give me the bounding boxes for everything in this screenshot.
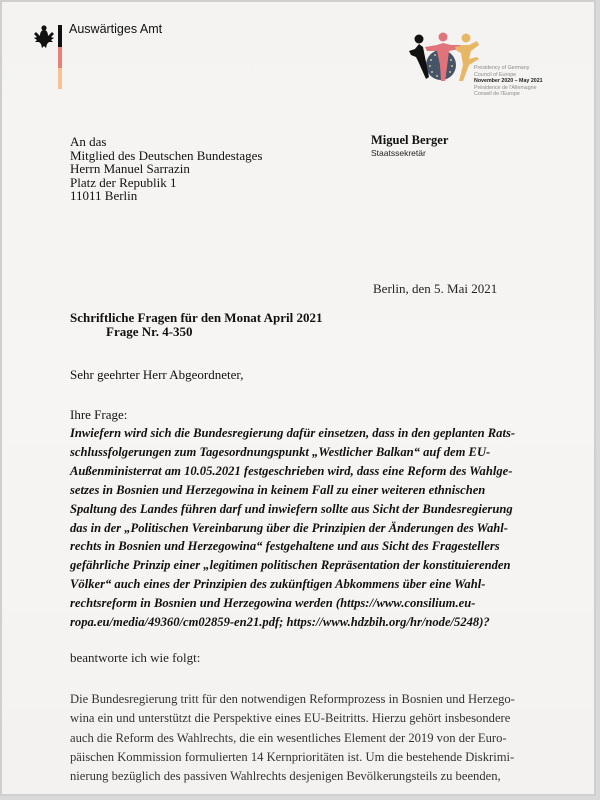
presidency-line: Conseil de l'Europe bbox=[474, 91, 520, 97]
question-label: Ihre Frage: bbox=[70, 407, 128, 422]
question-line: Inwiefern wird sich die Bundesregierung dafür einsetzen, dass in den geplanten Rats- bbox=[70, 426, 516, 440]
ministry-name: Auswärtiges Amt bbox=[69, 22, 163, 36]
flag-bar bbox=[58, 25, 62, 89]
presidency-line: Présidence de l'Allemagne bbox=[474, 84, 537, 91]
question-line: Spaltung des Landes führen darf und inwiefern sollte aus Sicht der Bundesregierung bbox=[70, 501, 513, 516]
recipient-address bbox=[70, 135, 262, 203]
question-line: Völker“ auch eines der Prinzipien des zukünftigen Abkommens über eine Wahl- bbox=[70, 577, 486, 592]
federal-eagle-icon bbox=[33, 24, 55, 50]
question-line: gefährliche Prinzip einer „legitimen politischen Repräsentation der konstituierenden bbox=[70, 558, 511, 573]
sender-name: Miguel Berger bbox=[371, 133, 449, 147]
sender-block bbox=[371, 133, 448, 159]
subject-line: Schriftliche Fragen für den Monat April 2021 bbox=[70, 310, 323, 325]
flag-red bbox=[58, 47, 62, 68]
answer-line: nierung bezüglich des passiven Wahlrechts desjenigen Bevölkerungsteils zu beenden, bbox=[70, 769, 501, 784]
question-line: setzes in Bosnien und Herzegowina in keinem Fall zu einer weiteren ethnischen bbox=[70, 482, 486, 497]
address-line: An das bbox=[70, 134, 107, 149]
reply-intro: beantworte ich wie folgt: bbox=[70, 650, 201, 665]
answer-line: päischen Kommission formulierten 14 Kernprioritäten ist. Um die bestehende Diskrimi- bbox=[70, 749, 515, 764]
presidency-line: Council of Europe bbox=[474, 71, 517, 78]
figure-black bbox=[409, 35, 429, 80]
sender-role: Staatssekretär bbox=[371, 148, 426, 158]
question-line: rechts in Bosnien und Herzegowina“ festgehaltene und aus Sicht des Fragestellers bbox=[70, 539, 500, 554]
flag-black bbox=[58, 25, 62, 47]
question-text bbox=[70, 424, 590, 632]
presidency-line: November 2020 – May 2021 bbox=[474, 78, 543, 84]
answer-line: auch die Reform des Wahlrechts, die ein wesentliches Element der 2019 von der Euro- bbox=[70, 730, 507, 745]
answer-line: Die Bundesregierung tritt für den notwendigen Reformprozess in Bosnien und Herzego- bbox=[70, 692, 515, 706]
presidency-text bbox=[474, 65, 543, 98]
address-line: Platz der Republik 1 bbox=[70, 174, 177, 190]
question-number: Frage Nr. 4-350 bbox=[106, 324, 193, 339]
subject bbox=[70, 311, 323, 339]
letter-date: Berlin, den 5. Mai 2021 bbox=[373, 281, 498, 296]
answer-line: wina ein und unterstützt die Perspektive eines EU-Beitritts. Hierzu gehört insbesondere bbox=[70, 711, 511, 726]
address-line: Mitglied des Deutschen Bundestages bbox=[70, 147, 263, 163]
address-line: 11011 Berlin bbox=[70, 188, 138, 204]
question-line: Außenministerrat am 10.05.2021 festgeschrieben wird, dass eine Reform des Wahlge- bbox=[70, 463, 513, 478]
address-line: Herrn Manuel Sarrazin bbox=[70, 161, 190, 177]
salutation: Sehr geehrter Herr Abgeordneter, bbox=[70, 367, 244, 382]
flag-gold bbox=[58, 68, 62, 89]
presidency-line: Presidency of Germany bbox=[474, 65, 530, 71]
answer-text bbox=[70, 690, 590, 786]
question-line: das in der „Politischen Vereinbarung über die Prinzipien der Änderungen des Wahl- bbox=[70, 520, 508, 535]
question-line: ropa.eu/media/49360/cm02859-en21.pdf; https://www.hdzbih.org/hr/node/5248)? bbox=[70, 615, 490, 630]
question-line: rechtsreform in Bosnien und Herzegowina werden (https://www.consilium.eu- bbox=[70, 596, 476, 611]
question-line: schlussfolgerungen zum Tagesordnungspunkt „Westlicher Balkan“ auf dem EU- bbox=[70, 444, 491, 459]
